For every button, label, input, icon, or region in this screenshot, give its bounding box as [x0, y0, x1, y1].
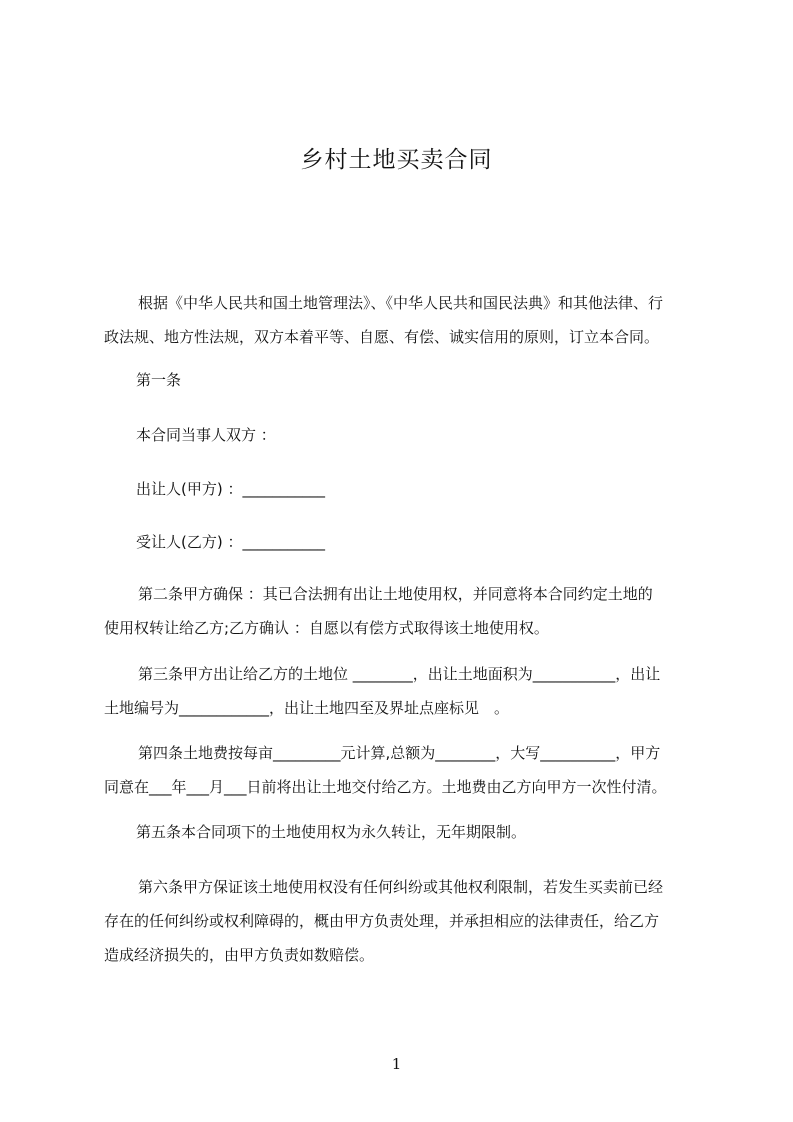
paragraph-parties: 本合同当事人双方 ： — [136, 426, 276, 444]
article-4-line-1: 第四条土地费按每亩_________元计算,总额为________，大写__________，甲方 — [138, 744, 661, 762]
paragraph-article-6 — [104, 870, 704, 972]
intro-line-2: 政法规、地方性法规，双方本着平等、自愿、有偿、诚实信用的原则，订立本合同。 — [104, 328, 660, 346]
page-number: 1 — [391, 1055, 402, 1073]
paragraph-article-5: 第五条本合同项下的土地使用权为永久转让，无年期限制。 — [136, 823, 527, 841]
article-3-line-1: 第三条甲方出让给乙方的土地位 ________，出让土地面积为___________，出让 — [138, 665, 661, 683]
intro-line-1: 根据《中华人民共和国土地管理法》、《中华人民共和国民法典》和其他法律、行 — [138, 294, 664, 312]
paragraph-article-1: 第一条 — [136, 371, 182, 389]
article-2-line-2: 使用权转让给乙方;乙方确认 ：自愿以有偿方式取得该土地使用权。 — [104, 619, 549, 637]
article-6-line-1: 第六条甲方保证该土地使用权没有任何纠纷或其他权利限制，若发生买卖前已经 — [138, 878, 664, 896]
paragraph-party-a: 出让人(甲方) ：___________ — [136, 480, 325, 498]
paragraph-party-b: 受让人(乙方) ：___________ — [136, 533, 325, 551]
paragraph-article-2 — [104, 577, 704, 645]
article-3-line-2: 土地编号为____________，出让土地四至及界址点座标见 。 — [104, 699, 510, 717]
article-6-line-2: 存在的任何纠纷或权利障碍的，概由甲方负责处理，并承担相应的法律责任，给乙方 — [104, 912, 660, 930]
article-2-line-1: 第二条甲方确保 ：其已合法拥有出让土地使用权，并同意将本合同约定土地的 — [138, 585, 653, 603]
paragraph-article-3 — [104, 657, 704, 725]
paragraph-article-4 — [104, 736, 704, 804]
paragraph-intro — [104, 286, 704, 354]
document-title: 乡村土地买卖合同 — [300, 147, 493, 173]
article-6-line-3: 造成经济损失的，由甲方负责如数赔偿。 — [104, 946, 375, 964]
article-4-line-2: 同意在___年___月___日前将出让土地交付给乙方。土地费由乙方向甲方一次性付清。 — [104, 778, 667, 796]
